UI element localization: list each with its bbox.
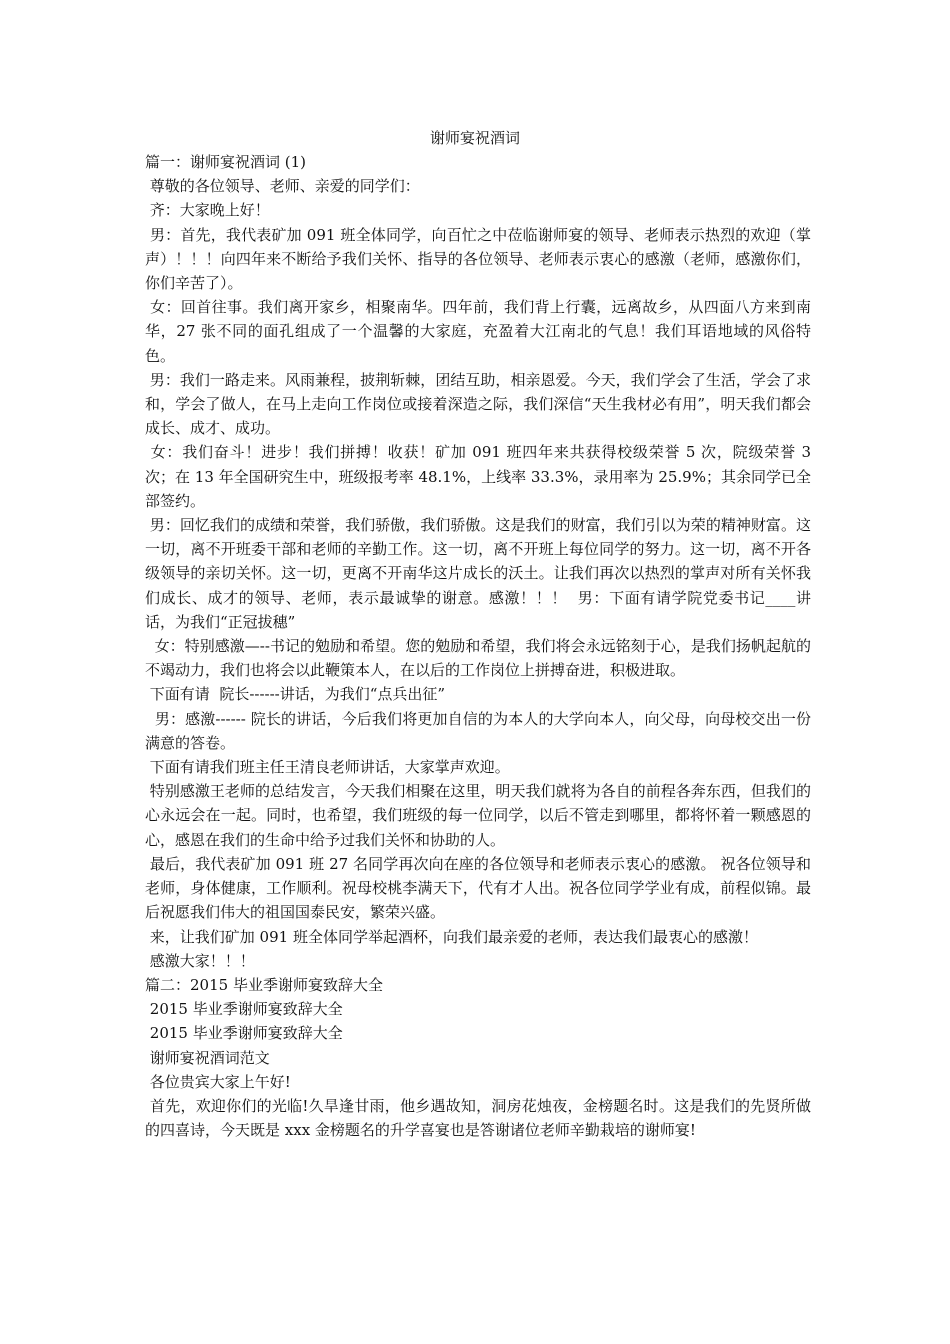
paragraph: 女：回首往事。我们离开家乡，相聚南华。四年前，我们背上行囊，远离故乡，从四面八方来到南华，27 张不同的面孔组成了一个温馨的大家庭，充盈着大江南北的气息！我们耳语地域的风俗特色。 xyxy=(145,298,811,365)
paragraph: 男：感激------ 院长的讲话，今后我们将更加自信的为本人的大学向本人，向父母，向母校交出一份满意的答卷。 xyxy=(145,709,811,752)
document-body xyxy=(145,150,816,1142)
paragraph: 尊敬的各位领导、老师、亲爱的同学们： xyxy=(145,177,420,196)
paragraph: 最后，我代表矿加 091 班 27 名同学再次向在座的各位领导和老师表示衷心的感激。 祝各位领导和老师，身体健康，工作顺利。祝母校桃李满天下，代有才人出。祝各位同学学业有成，前程似锦。最后祝愿我们伟大的祖国国泰民安，繁荣兴盛。 xyxy=(145,854,811,922)
paragraph: 2015 毕业季谢师宴致辞大全 xyxy=(145,1024,343,1043)
paragraph: 感激大家！！！ xyxy=(145,951,255,970)
paragraph: 各位贵宾大家上午好! xyxy=(145,1072,291,1091)
paragraph: 首先，欢迎你们的光临!久旱逢甘雨，他乡遇故知，洞房花烛夜，金榜题名时。这是我们的先贤所做的四喜诗，今天既是 xxx 金榜题名的升学喜宴也是答谢诸位老师辛勤栽培的谢师宴! xyxy=(145,1096,811,1140)
paragraph: 女：特别感激—--书记的勉励和希望。您的勉励和希望，我们将会永远铭刻于心，是我们扬帆起航的不竭动力，我们也将会以此鞭策本人，在以后的工作岗位上拼搏奋进，积极进取。 xyxy=(145,637,811,680)
paragraph: 篇一：谢师宴祝酒词 (1) xyxy=(145,153,307,171)
paragraph: 下面有请我们班主任王清良老师讲话，大家掌声欢迎。 xyxy=(145,758,510,777)
paragraph: 特别感激王老师的总结发言，今天我们相聚在这里，明天我们就将为各自的前程各奔东西，但我们的心永远会在一起。同时，也希望，我们班级的每一位同学，以后不管走到哪里，都将怀着一颗感恩的心，感恩在我们的生命中给予过我们关怀和协助的人。 xyxy=(145,782,811,849)
paragraph: 男：我们一路走来。风雨兼程，披荆斩棘，团结互助，相亲恩爱。今天，我们学会了生活，学会了求和，学会了做人，在马上走向工作岗位或接着深造之际，我们深信“天生我材必有用”，明天我们都会成长、成才、成功。 xyxy=(145,370,811,438)
paragraph: 来，让我们矿加 091 班全体同学举起酒杯，向我们最亲爱的老师，表达我们最衷心的感激！ xyxy=(145,927,758,946)
paragraph: 男：首先，我代表矿加 091 班全体同学，向百忙之中莅临谢师宴的领导、老师表示热烈的欢迎（掌声）！！！向四年来不断给予我们关怀、指导的各位领导、老师表示衷心的感激（老师，感激你们，你们辛苦了）。 xyxy=(145,225,811,293)
paragraph: 齐：大家晚上好！ xyxy=(145,201,270,220)
paragraph: 下面有请 院长------讲话，为我们“点兵出征” xyxy=(145,685,446,704)
paragraph: 女：我们奋斗！进步！我们拼搏！收获！矿加 091 班四年来共获得校级荣誉 5 次，院级荣誉 3 次；在 13 年全国研究生中，班级报考率 48.1%，上线率 33.3%，录用率为 25.9%；其余同学已全部签约。 xyxy=(145,443,816,510)
paragraph: 2015 毕业季谢师宴致辞大全 xyxy=(145,1000,343,1019)
paragraph: 谢师宴祝酒词范文 xyxy=(145,1048,270,1067)
document-title: 谢师宴祝酒词 xyxy=(429,129,520,147)
section-heading: 篇二：2015 毕业季谢师宴致辞大全 xyxy=(145,975,383,994)
paragraph: 男：回忆我们的成绩和荣誉，我们骄傲，我们骄傲。这是我们的财富，我们引以为荣的精神财富。这一切，离不开班委干部和老师的辛勤工作。这一切，离不开班上每位同学的努力。这一切，离不开各级领导的亲切关怀。这一切，更离不开南华这片成长的沃土。让我们再次以热烈的掌声对所有关怀我们成长、成才的领导、老师，表示最诚挚的谢意。感激！！！ 男：下面有请学院党委书记____讲话，为我们“正冠拔穗” xyxy=(145,516,811,631)
